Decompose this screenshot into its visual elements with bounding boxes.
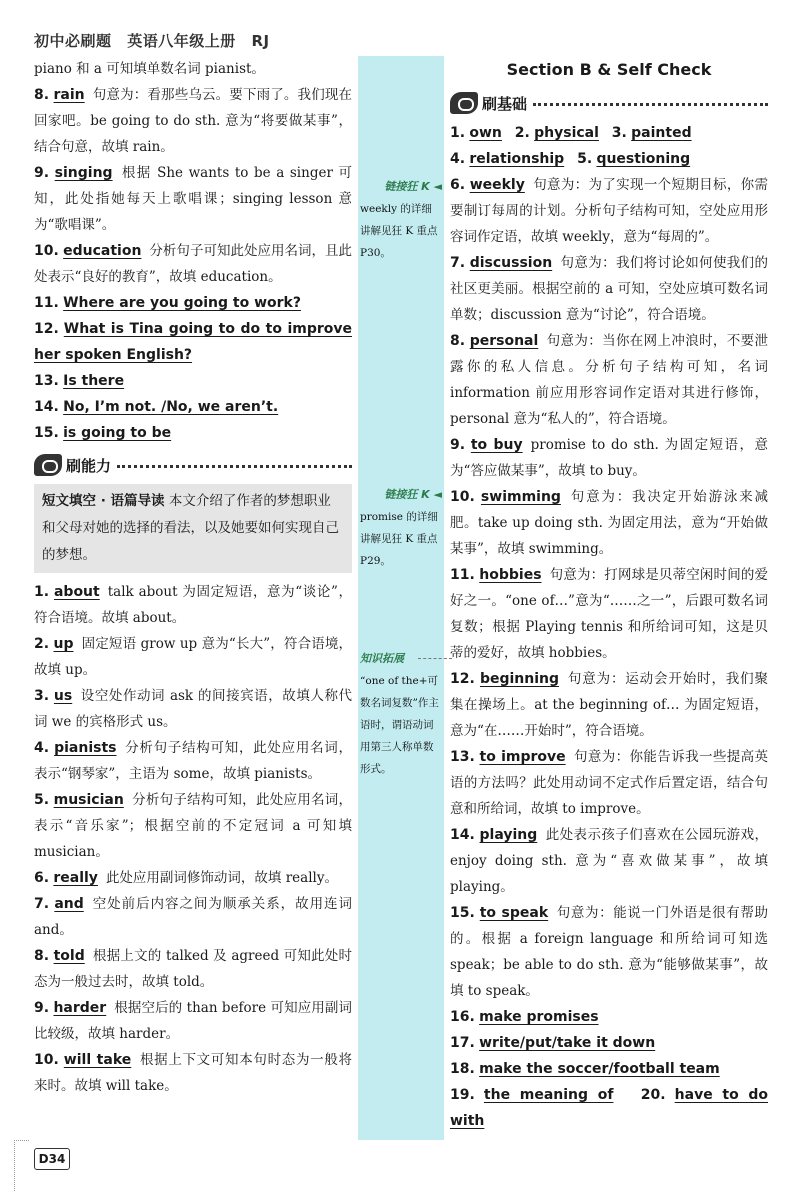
answer-item: [450, 900, 768, 1004]
answer-item: [450, 744, 768, 822]
item-answer: told: [53, 948, 85, 964]
item-explanation: 分析句子结构可知，此处应用名词，表示“音乐家”；根据空前的不定冠词 a 可知填 musician。: [34, 792, 353, 860]
item-number: 1.: [450, 125, 466, 141]
answer-item: [34, 420, 352, 446]
item-number: 11.: [450, 567, 475, 583]
subject-title: 英语八年级上册: [127, 32, 236, 50]
item-explanation: 句意为：当你在网上冲浪时，不要泄露你的私人信息。分析句子结构可知，名词 information 前应用形容词作定语对其进行修饰，personal 意为“私人的”，符合语境。: [450, 333, 769, 427]
item-answer: to buy: [470, 437, 523, 453]
answer-item: [34, 238, 352, 290]
item-answer: No, I’m not. /No, we aren’t.: [63, 399, 279, 415]
page-number-value: 34: [48, 1152, 66, 1166]
item-explanation: 分析句子可知此处应用名词，且此处表示“良好的教育”，故填 education。: [34, 243, 352, 285]
item-answer: questioning: [596, 151, 691, 167]
answer-item: [34, 943, 352, 995]
item-explanation: 根据空后的 than before 可知应用副词比较级，故填 harder。: [34, 1000, 352, 1042]
answer-item: [34, 316, 352, 368]
answer-item: [34, 579, 352, 631]
item-number: 17.: [450, 1035, 475, 1051]
banner-brush-icon: [450, 92, 478, 114]
item-answer: and: [54, 896, 84, 912]
page-number: [34, 1148, 70, 1170]
item-number: 9.: [450, 437, 466, 453]
item-number: 7.: [450, 255, 466, 271]
note-tag: 链接狂 K ◄: [360, 176, 442, 198]
item-explanation: 根据上下文可知本句时态为一般将来时。故填 will take。: [34, 1052, 353, 1094]
answer-item: [34, 787, 352, 865]
continued-line: piano 和 a 可知填单数名词 pianist。: [34, 61, 265, 77]
item-number: 6.: [450, 177, 466, 193]
banner-label: 刷基础: [482, 94, 528, 113]
answer-list-part1: [34, 82, 352, 446]
item-answer: playing: [479, 827, 538, 843]
answer-item: [450, 1056, 768, 1082]
note-text: weekly 的详细讲解见狂 K 重点 P30。: [360, 203, 438, 259]
page-header: [34, 30, 280, 51]
item-explanation: 句意为：能说一门外语是很有帮助的。根据 a foreign language 和所给词可知选 speak；be able to do sth. 意为“能够做某事”，故填 to speak。: [450, 905, 769, 999]
item-explanation: 空处前后内容之间为顺承关系，故用连词 and。: [34, 896, 352, 938]
note-weekly: [360, 176, 442, 264]
item-answer: Where are you going to work?: [63, 295, 301, 311]
item-answer: to improve: [479, 749, 566, 765]
item-explanation: 根据 She wants to be a singer 可知，此处指她每天上歌唱课；singing lesson 意为“歌唱课”。: [34, 165, 352, 233]
item-number: 2.: [34, 636, 50, 652]
item-answer: is going to be: [63, 425, 172, 441]
item-answer: singing: [54, 165, 113, 181]
item-explanation: 分析句子结构可知，此处应用名词，表示“钢琴家”，主语为 some，故填 pianists。: [34, 740, 352, 782]
item-number: 12.: [34, 321, 59, 337]
answer-item: [450, 172, 768, 250]
item-answer: really: [53, 870, 98, 886]
item-explanation: 句意为：我决定开始游泳来减肥。take up doing sth. 为固定用法，意为“开始做某事”，故填 swimming。: [450, 489, 769, 557]
item-number: 8.: [450, 333, 466, 349]
answer-item: [34, 631, 352, 683]
right-column: [450, 56, 768, 1134]
answer-item: [34, 683, 352, 735]
item-answer: physical: [534, 125, 599, 141]
item-answer: hobbies: [479, 567, 542, 583]
item-number: 8.: [34, 948, 50, 964]
note-text: promise 的详细讲解见狂 K 重点 P29。: [360, 511, 438, 567]
banner-dots: [533, 103, 768, 106]
item-answer: make promises: [479, 1009, 599, 1025]
answer-item: [450, 562, 768, 666]
item-answer: make the soccer/football team: [479, 1061, 720, 1077]
item-answer: What is Tina going to do to improve her spoken English?: [34, 321, 352, 363]
item-answer: personal: [469, 333, 539, 349]
answer-item: [34, 891, 352, 943]
item-number: 6.: [34, 870, 50, 886]
answer-item: [34, 368, 352, 394]
answer-item: [34, 394, 352, 420]
item-number: 18.: [450, 1061, 475, 1077]
item-answer: pianists: [54, 740, 117, 756]
item-explanation: 句意为：运动会开始时，我们聚集在操场上。at the beginning of… 为固定短语，意为“在……开始时”，符合语境。: [450, 671, 769, 739]
item-number: 2.: [514, 125, 530, 141]
answer-list-part2: [34, 579, 352, 1099]
item-answer: discussion: [469, 255, 553, 271]
short-answer-row: [450, 120, 768, 146]
short-answers: [450, 120, 768, 172]
item-number: 5.: [577, 151, 593, 167]
item-number: 13.: [34, 373, 59, 389]
banner-label: 刷能力: [66, 456, 112, 475]
item-answer: the meaning of: [483, 1087, 614, 1103]
item-number: 15.: [450, 905, 475, 921]
item-number: 14.: [34, 399, 59, 415]
answer-item: [450, 822, 768, 900]
note-one-of: [360, 648, 442, 780]
item-number: 5.: [34, 792, 50, 808]
answer-item: [450, 1004, 768, 1030]
item-answer: swimming: [480, 489, 561, 505]
item-explanation: 此处表示孩子们喜欢在公园玩游戏，enjoy doing sth. 意为“喜欢做某事”，故填 playing。: [450, 827, 769, 895]
item-explanation: 此处应用副词修饰动词，故填 really。: [105, 870, 338, 886]
item-answer: musician: [53, 792, 124, 808]
item-number: 3.: [34, 688, 50, 704]
page-number-arrow-icon: D: [38, 1152, 49, 1166]
note-connector: [418, 658, 452, 659]
note-tag: 链接狂 K ◄: [360, 484, 442, 506]
corner-dots: [14, 1140, 29, 1191]
item-answer: to speak: [479, 905, 549, 921]
banner-basics: [450, 88, 768, 118]
short-answer-row: [450, 146, 768, 172]
item-answer: relationship: [469, 151, 565, 167]
note-tag: 知识拓展: [360, 652, 404, 665]
passage-guide: [34, 484, 352, 573]
item-number: 20.: [640, 1087, 666, 1103]
answer-item: [34, 735, 352, 787]
item-number: 11.: [34, 295, 59, 311]
item-number: 1.: [34, 584, 50, 600]
item-explanation: 句意为：你能告诉我一些提高英语的方法吗？此处用动词不定式作后置定语，结合句意和所给词，故填 to improve。: [450, 749, 768, 817]
item-number: 14.: [450, 827, 475, 843]
answer-item: [34, 1047, 352, 1099]
item-number: 7.: [34, 896, 50, 912]
item-explanation: 句意为：看那些乌云。要下雨了。我们现在回家吧。be going to do sth. 意为“将要做某事”，结合句意，故填 rain。: [34, 87, 353, 155]
item-answer: have to do with: [450, 1087, 769, 1129]
item-number: 19.: [450, 1087, 475, 1103]
item-number: 10.: [34, 243, 59, 259]
item-answer: education: [63, 243, 142, 259]
edition-label: RJ: [251, 32, 270, 50]
item-answer: Is there: [63, 373, 125, 389]
answer-item: [450, 666, 768, 744]
item-number: 4.: [450, 151, 466, 167]
item-explanation: 设空处作动词 ask 的间接宾语，故填人称代词 we 的宾格形式 us。: [34, 688, 352, 730]
book-title: 初中必刷题: [34, 32, 112, 50]
item-answer: painted: [631, 125, 692, 141]
last-answer-row: [450, 1082, 768, 1134]
answer-item: [34, 995, 352, 1047]
answer-item: [450, 484, 768, 562]
item-answer: up: [53, 636, 74, 652]
item-number: 10.: [34, 1052, 59, 1068]
item-explanation: 句意为：为了实现一个短期目标，你需要制订每周的计划。分析句子结构可知，空处应用形容词作定语，故填 weekly，意为“每周的”。: [450, 177, 768, 245]
item-answer: will take: [63, 1052, 132, 1068]
item-number: 9.: [34, 165, 50, 181]
item-number: 10.: [450, 489, 475, 505]
answer-item: [450, 328, 768, 432]
item-explanation: promise to do sth. 为固定短语，意为“答应做某事”，故填 to buy。: [450, 437, 768, 479]
item-number: 13.: [450, 749, 475, 765]
item-number: 12.: [450, 671, 475, 687]
item-number: 15.: [34, 425, 59, 441]
answer-item: [34, 290, 352, 316]
note-text: “one of the+可数名词复数”作主语时，谓语动词用第三人称单数形式。: [360, 675, 439, 775]
item-number: 8.: [34, 87, 50, 103]
item-answer: rain: [53, 87, 85, 103]
answer-item: [34, 865, 352, 891]
passage-text: 本文介绍了作者的梦想职业和父母对她的选择的看法，以及她要如何实现自己的梦想。: [42, 493, 339, 563]
passage-label: 短文填空 · 语篇导读: [42, 493, 165, 509]
item-answer: own: [469, 125, 502, 141]
answer-item: [34, 82, 352, 160]
section-title: Section B & Self Check: [506, 60, 712, 79]
item-explanation: 根据上文的 talked 及 agreed 可知此处时态为一般过去时，故填 told。: [34, 948, 352, 990]
item-explanation: 固定短语 grow up 意为“长大”，符合语境，故填 up。: [34, 636, 352, 678]
answer-item: [34, 160, 352, 238]
answer-list: [450, 172, 768, 1082]
item-explanation: 句意为：我们将讨论如何使我们的社区更美丽。根据空前的 a 可知，空处应填可数名词单数；discussion 意为“讨论”，符合语境。: [450, 255, 769, 323]
item-answer: write/put/take it down: [479, 1035, 656, 1051]
item-answer: about: [53, 584, 100, 600]
item-number: 3.: [611, 125, 627, 141]
item-number: 9.: [34, 1000, 50, 1016]
item-explanation: 句意为：打网球是贝蒂空闲时间的爱好之一。“one of…”意为“……之一”，后跟可数名词复数；根据 Playing tennis 和所给词可知，这是贝蒂的爱好，故填 hobbies。: [450, 567, 769, 661]
item-number: 4.: [34, 740, 50, 756]
last-answers: [450, 1082, 768, 1134]
answer-item: [450, 1030, 768, 1056]
item-answer: beginning: [479, 671, 560, 687]
banner-dots: [117, 465, 352, 468]
answer-item: [450, 432, 768, 484]
item-answer: harder: [53, 1000, 107, 1016]
item-explanation: talk about 为固定短语，意为“谈论”，符合语境。故填 about。: [34, 584, 353, 626]
item-answer: weekly: [469, 177, 525, 193]
left-column: [34, 56, 352, 1099]
item-answer: us: [53, 688, 73, 704]
banner-ability: [34, 450, 352, 480]
banner-brush-icon: [34, 454, 62, 476]
note-promise: [360, 484, 442, 572]
item-number: 16.: [450, 1009, 475, 1025]
answer-item: [450, 250, 768, 328]
